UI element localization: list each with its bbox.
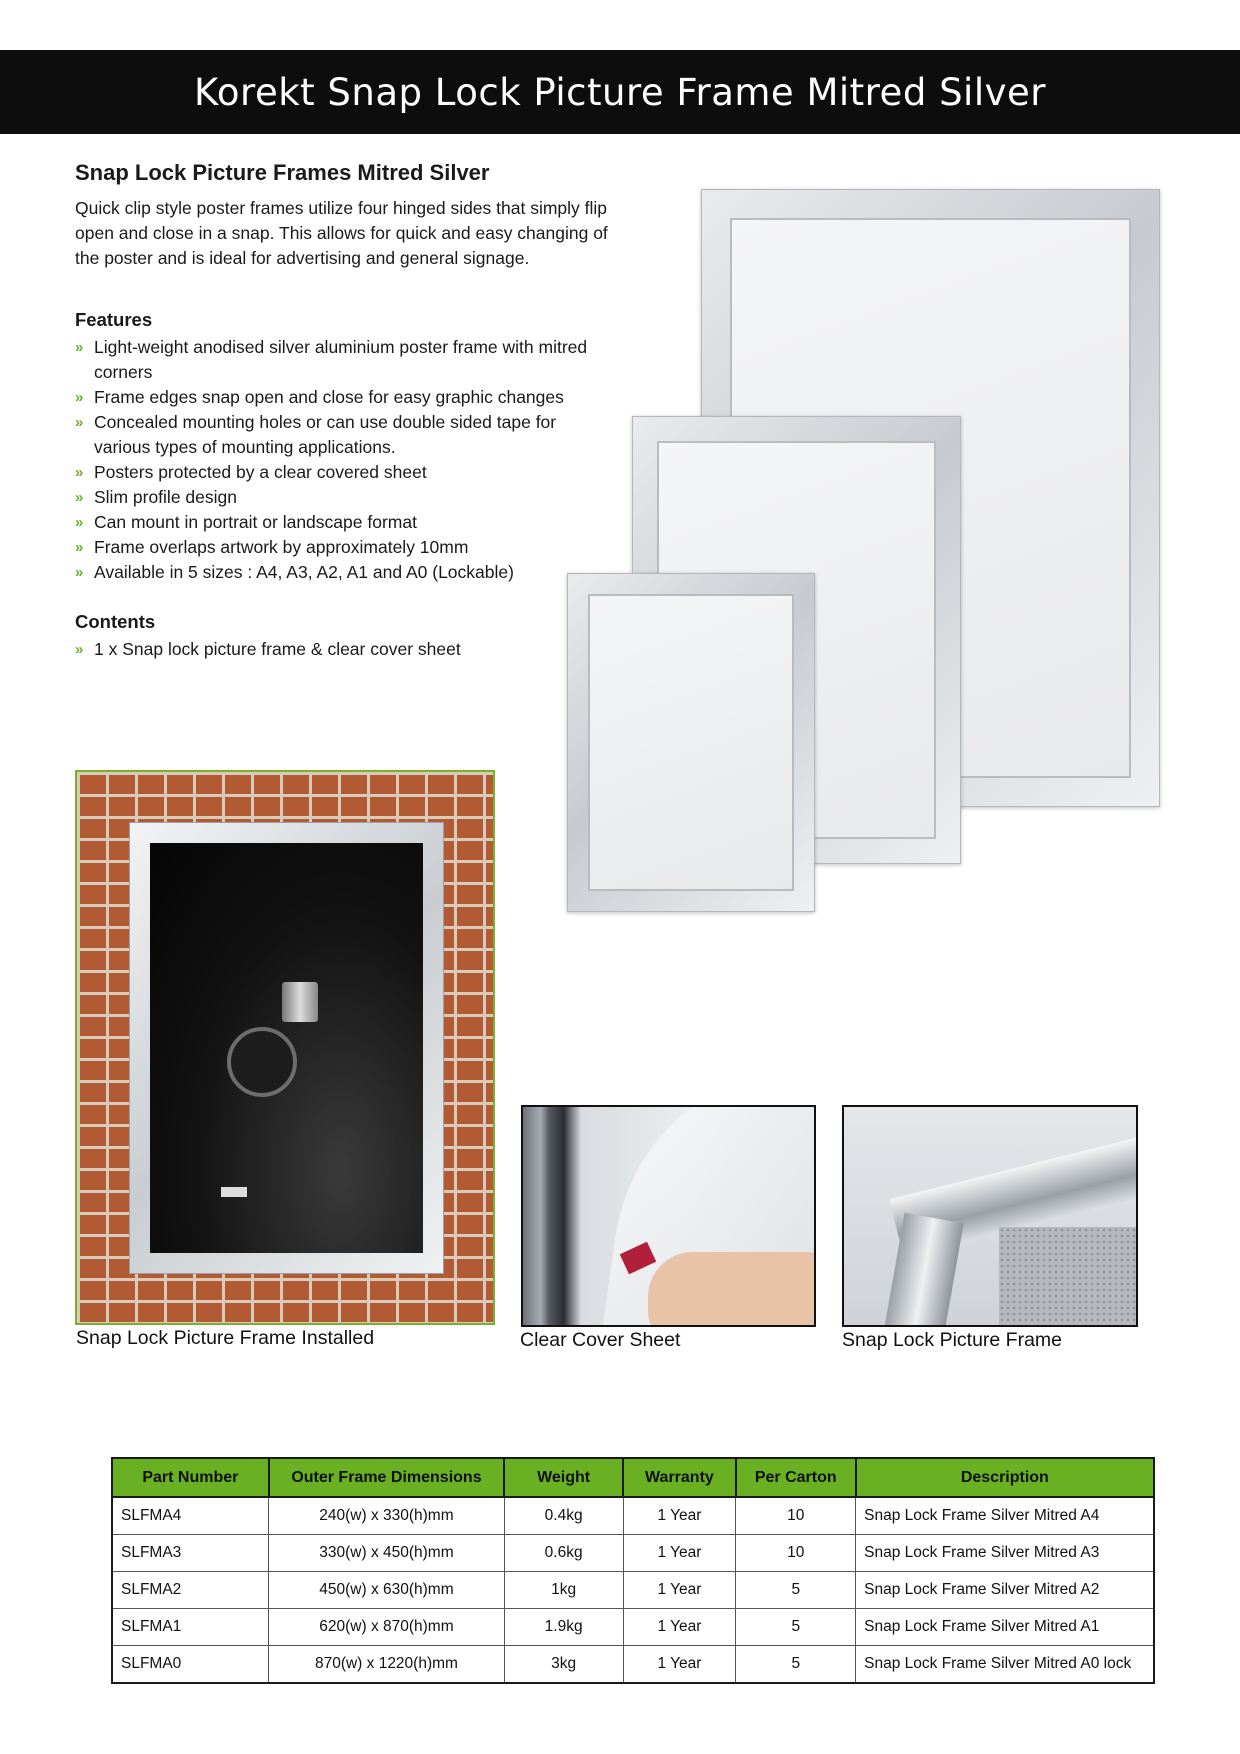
specifications-table (111, 1457, 1155, 1684)
dimensions-cell: 450(w) x 630(h)mm (269, 1572, 505, 1609)
feature-item: » Concealed mounting holes or can use double sided tape for various types of mounting applications. (75, 412, 557, 457)
product-intro (75, 160, 615, 662)
feature-item: » Frame edges snap open and close for easy graphic changes (75, 385, 615, 410)
part-number-cell: SLFMA2 (112, 1572, 269, 1609)
caption-detail: Snap Lock Picture Frame (842, 1329, 1063, 1351)
weight-cell: 0.6kg (504, 1535, 623, 1572)
bullet-chevron-icon: » (75, 389, 84, 406)
description-cell: Snap Lock Frame Silver Mitred A2 (856, 1572, 1154, 1609)
installed-frame-photo (75, 770, 495, 1325)
warranty-cell: 1 Year (623, 1646, 736, 1684)
part-number-cell: SLFMA3 (112, 1535, 269, 1572)
table-row (112, 1646, 1154, 1684)
per-carton-cell: 5 (736, 1572, 856, 1609)
column-header: Outer Frame Dimensions (269, 1458, 505, 1497)
contents-heading: Contents (75, 611, 156, 632)
clear-cover-sheet-photo (521, 1105, 816, 1327)
table-row (112, 1572, 1154, 1609)
column-header: Warranty (623, 1458, 736, 1497)
dimensions-cell: 620(w) x 870(h)mm (269, 1609, 505, 1646)
column-header: Part Number (112, 1458, 269, 1497)
bullet-chevron-icon: » (75, 539, 84, 556)
bullet-chevron-icon: » (75, 339, 84, 356)
dimensions-cell: 330(w) x 450(h)mm (269, 1535, 505, 1572)
description-cell: Snap Lock Frame Silver Mitred A4 (856, 1497, 1154, 1535)
contents-list (75, 637, 615, 662)
weight-cell: 3kg (504, 1646, 623, 1684)
description-cell: Snap Lock Frame Silver Mitred A0 lock (856, 1646, 1154, 1684)
frame-small-image (567, 573, 815, 912)
product-description: Quick clip style poster frames utilize four hinged sides that simply flip open and close in a snap. This allows for quick and easy changing of the poster and is ideal for advertising and general signage. (75, 198, 608, 268)
feature-item: » Slim profile design (75, 485, 615, 510)
page-title-bar (0, 50, 1240, 134)
per-carton-cell: 5 (736, 1646, 856, 1684)
warranty-cell: 1 Year (623, 1497, 736, 1535)
part-number-cell: SLFMA1 (112, 1609, 269, 1646)
column-header: Per Carton (736, 1458, 856, 1497)
per-carton-cell: 5 (736, 1609, 856, 1646)
bullet-chevron-icon: » (75, 489, 84, 506)
column-header: Weight (504, 1458, 623, 1497)
contents-item: » 1 x Snap lock picture frame & clear cover sheet (75, 637, 615, 662)
feature-item: » Can mount in portrait or landscape format (75, 510, 615, 535)
table-header-row (112, 1458, 1154, 1497)
weight-cell: 0.4kg (504, 1497, 623, 1535)
caption-cover: Clear Cover Sheet (520, 1329, 681, 1351)
column-header: Description (856, 1458, 1154, 1497)
table-row (112, 1609, 1154, 1646)
warranty-cell: 1 Year (623, 1609, 736, 1646)
feature-item: » Light-weight anodised silver aluminium poster frame with mitred corners (75, 337, 588, 382)
product-heading: Snap Lock Picture Frames Mitred Silver (75, 160, 490, 185)
bullet-chevron-icon: » (75, 641, 84, 658)
table-row (112, 1535, 1154, 1572)
warranty-cell: 1 Year (623, 1572, 736, 1609)
bullet-chevron-icon: » (75, 564, 84, 581)
feature-item: » Available in 5 sizes : A4, A3, A2, A1 and A0 (Lockable) (75, 560, 615, 585)
bullet-chevron-icon: » (75, 464, 84, 481)
feature-item: » Posters protected by a clear covered sheet (75, 460, 615, 485)
features-heading: Features (75, 309, 153, 330)
bullet-chevron-icon: » (75, 514, 84, 531)
table-row (112, 1497, 1154, 1535)
snap-lock-detail-photo (842, 1105, 1138, 1327)
watch-icon (227, 1027, 297, 1097)
caption-installed: Snap Lock Picture Frame Installed (76, 1327, 375, 1349)
features-list (75, 335, 615, 585)
per-carton-cell: 10 (736, 1535, 856, 1572)
weight-cell: 1.9kg (504, 1609, 623, 1646)
per-carton-cell: 10 (736, 1497, 856, 1535)
page-title: Korekt Snap Lock Picture Frame Mitred Silver (194, 70, 1046, 114)
description-cell: Snap Lock Frame Silver Mitred A3 (856, 1535, 1154, 1572)
bullet-chevron-icon: » (75, 414, 84, 431)
dimensions-cell: 870(w) x 1220(h)mm (269, 1646, 505, 1684)
feature-item: » Frame overlaps artwork by approximately 10mm (75, 535, 615, 560)
part-number-cell: SLFMA4 (112, 1497, 269, 1535)
dimensions-cell: 240(w) x 330(h)mm (269, 1497, 505, 1535)
description-cell: Snap Lock Frame Silver Mitred A1 (856, 1609, 1154, 1646)
part-number-cell: SLFMA0 (112, 1646, 269, 1684)
weight-cell: 1kg (504, 1572, 623, 1609)
warranty-cell: 1 Year (623, 1535, 736, 1572)
